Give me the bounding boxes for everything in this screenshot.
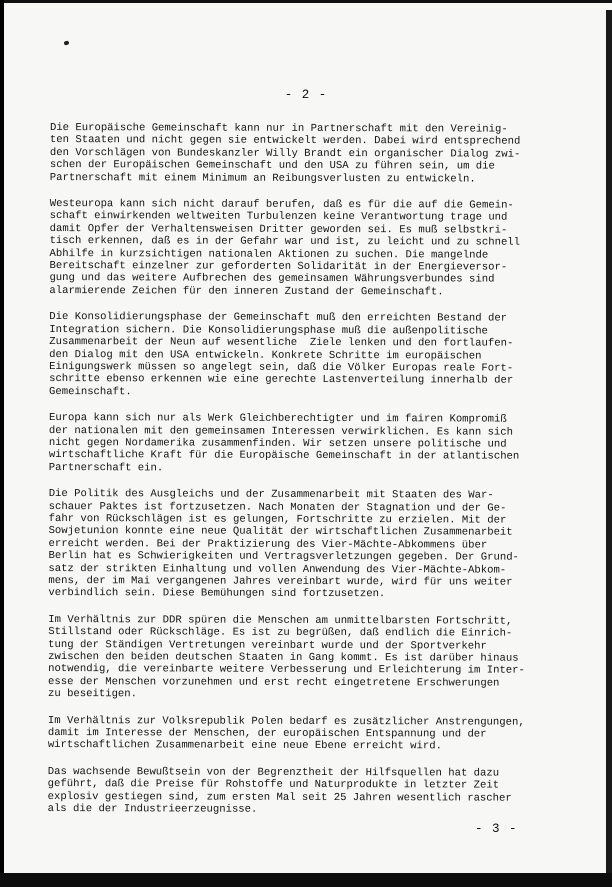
page-number: - 2 - — [284, 88, 328, 102]
ink-speck — [63, 40, 69, 45]
document-body — [48, 122, 580, 831]
paragraph-eg-usa-partnership: Die Europäische Gemeinschaft kann nur in Partnerschaft mit den Vereinig- ten Staaten und nicht gegen sie entwickelt werden. Dabei wird entsprechend den Vorschlägen von Bundeskanzler Willy Brandt ein organischer Dialog zwi- schen der Europäischen Gemeinschaft und den USA zu führen sein, um die Partnerschaft mit einem Minimum an Reibungsverlusten zu entwickeln. — [49, 122, 521, 186]
next-page-marker: - 3 - — [475, 822, 518, 836]
scan-border-bottom — [0, 873, 612, 887]
scan-border-top — [0, 0, 612, 3]
paragraph-consolidation-phase: Die Konsolidierungsphase der Gemeinschaft muß den erreichten Bestand der Integration sichern. Die Konsolidierungsphase muß die außenpolitische Zusammenarbeit der Neun auf wesentliche Ziele lenken und den fortlaufen- den Dialog mit den USA entwickeln. Konkrete Schritte im europäischen Einigungswerk müssen so angelegt sein, daß die Völker Europas reale Fort- schritte ebenso erkennen wie eine gerechte Lastenverteilung innerhalb der Gemeinschaft. — [49, 311, 514, 399]
scan-border-left — [0, 0, 4, 887]
paragraph-westeuropa-responsibility: Westeuropa kann sich nicht darauf berufen, daß es für die auf die Gemein- schaft einwirkenden weltweiten Turbulenzen keine Verantwortung trage und damit Opfer der Verhaltensweisen Dritter geworden sei. Es muß selbstkri- tisch erkennen, daß es in der Gefahr war und ist, zu leicht und zu schnell Abhilfe in kurzsichtigen nationalen Aktionen zu suchen. Die mangelnde Bereitschaft einzelner zur geforderten Solidarität in der Energieversor- gung und das weitere Aufbrechen des gemeinsamen Währungsverbundes sind alarmierende Zeichen für den inneren Zustand der Gemeinschaft. — [49, 198, 521, 299]
paragraph-poland-relations: Im Verhältnis zur Volksrepublik Polen bedarf es zusätzlicher Anstrengungen, damit im Interesse der Menschen, der europäischen Entspannung und der wirtschaftlichen Zusammenarbeit eine neue Ebene erreicht wird. — [47, 714, 525, 753]
scan-border-right — [606, 10, 612, 887]
paragraph-ddr-relations: Im Verhältnis zur DDR spüren die Menschen am unmittelbarsten Fortschritt, Stillstand oder Rückschläge. Es ist zu begrüßen, daß endlich die Einrich- tung der Ständigen Vertretungen vereinbart wurde und der Sportverkehr zwischen den beiden deutschen Staaten in Gang kommt. Es ist darüber hinaus notwendig, die vereinbarte weitere Verbesserung und Erleichterung im Inter- esse der Menschen vorzunehmen und erst recht eingetretene Erschwerungen zu beseitigen. — [47, 613, 525, 701]
paragraph-europa-compromise: Europa kann sich nur als Werk Gleichberechtigter und im fairen Kompromiß der nationalen mit den gemeinsamen Interessen verwirklichen. Es kann sich nicht gegen Nordamerika zusammenfinden. Wir setzen unsere politische und wirtschaftliche Kraft für die Europäische Gemeinschaft in der atlantischen Partnerschaft ein. — [48, 412, 520, 475]
paragraph-resource-prices: Das wachsende Bewußtsein von der Begrenztheit der Hilfsquellen hat dazu geführt, daß die Preise für Rohstoffe und Naturprodukte in letzter Zeit explosiv gestiegen sind, zum ersten Mal seit 25 Jahren wesentlich rascher als die der Industrieerzeugnisse. — [47, 765, 512, 816]
paragraph-warsaw-pact-policy: Die Politik des Ausgleichs und der Zusammenarbeit mit Staaten des War- schauer Paktes ist fortzusetzen. Nach Monaten der Stagnation und der Ge- fahr von Rückschlägen ist es gelungen, Fortschritte zu erzielen. Mit der Sowjetunion konnte eine neue Qualität der wirtschaftlichen Zusammenarbeit erreicht werden. Bei der Praktizierung des Vier-Mächte-Abkommens über Berlin hat es Schwierigkeiten und Vertragsverletzungen gegeben. Der Grund- satz der strikten Einhaltung und vollen Anwendung des Vier-Mächte-Abkom- mens, der im Mai vergangenen Jahres vereinbart wurde, wird für uns weiter verbindlich sein. Diese Bemühungen sind fortzusetzen. — [48, 488, 519, 601]
